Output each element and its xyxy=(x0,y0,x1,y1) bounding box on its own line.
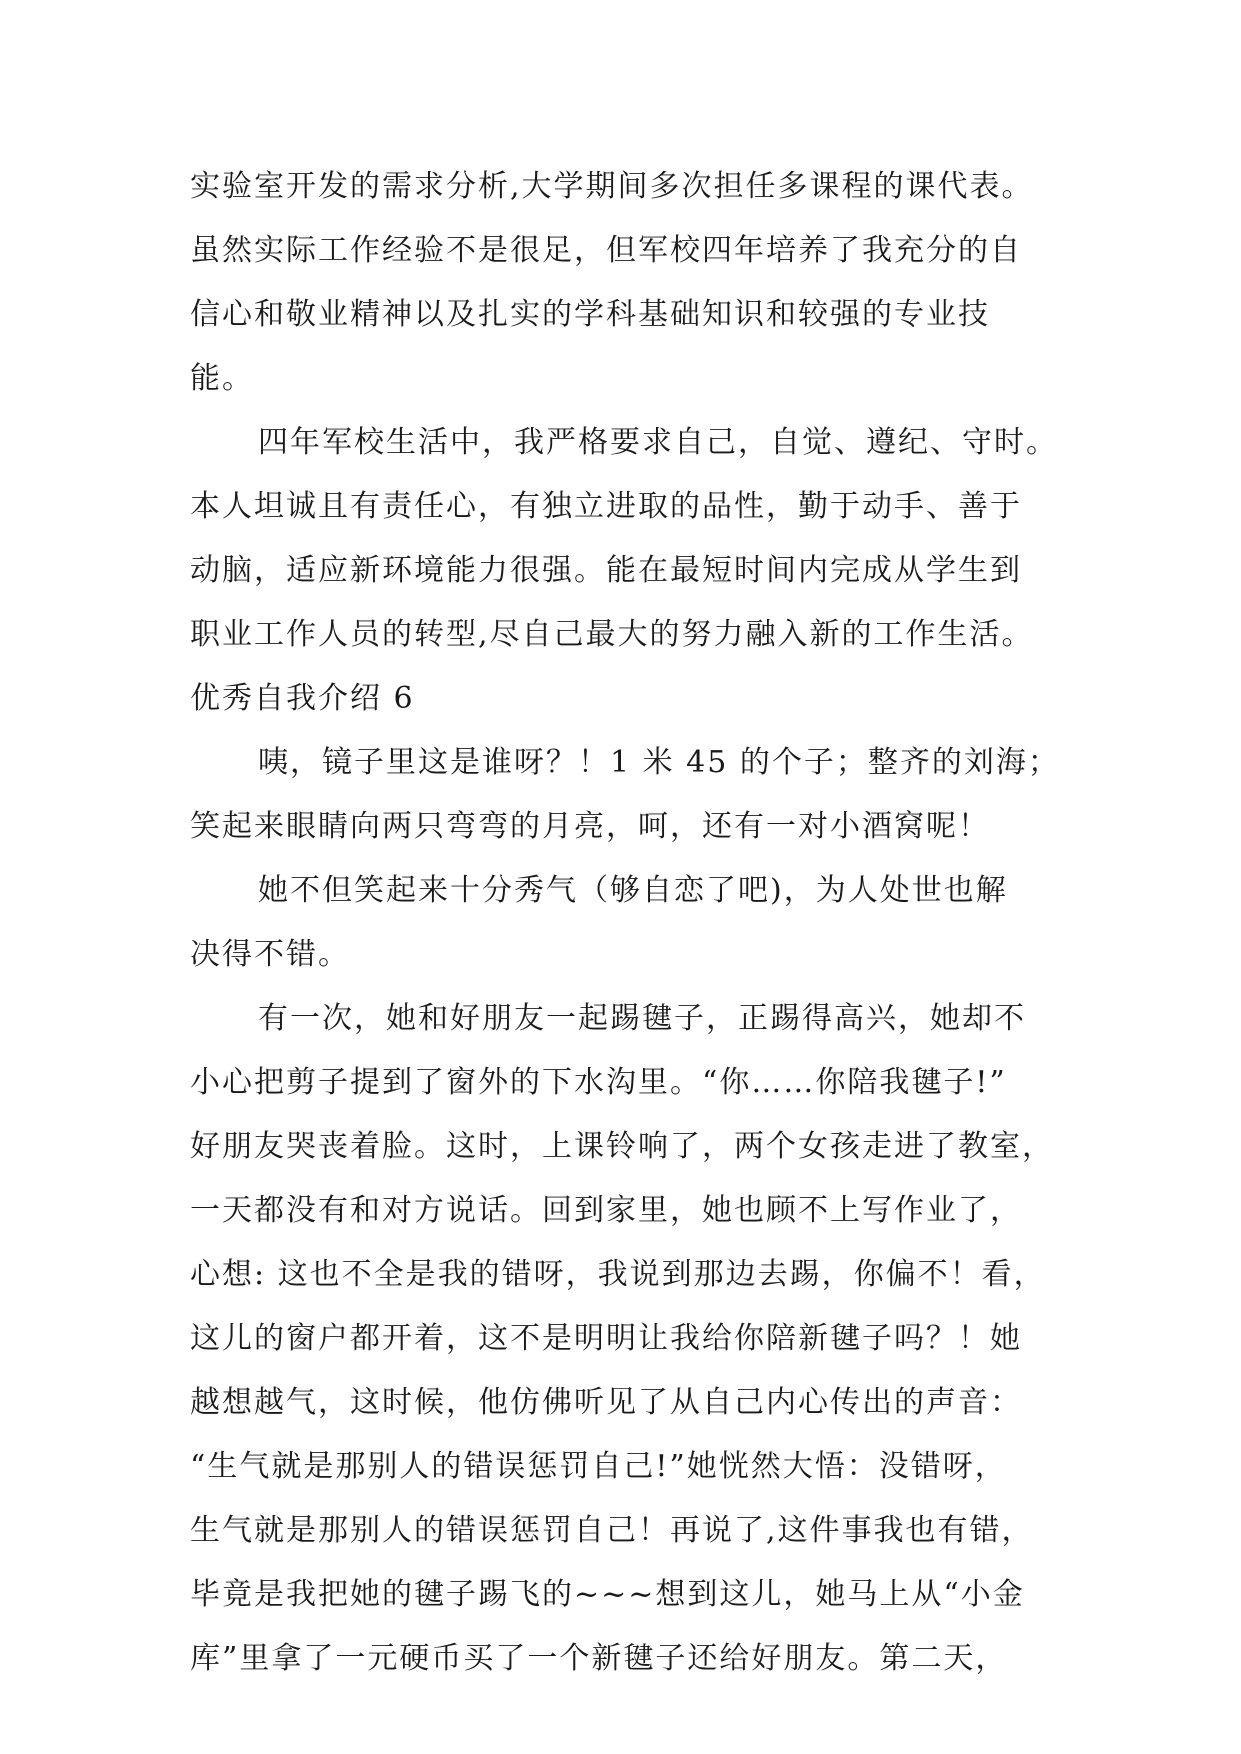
paragraph-first-line: 咦，镜子里这是谁呀？！1 米 45 的个子；整齐的刘海； xyxy=(258,745,1060,780)
text-line: 虽然实际工作经验不是很足，但军校四年培养了我充分的自 xyxy=(190,233,1022,268)
section-heading: 优秀自我介绍 6 xyxy=(190,681,415,716)
text-line: 本人坦诚且有责任心，有独立进取的品性，勤于动手、善于 xyxy=(190,489,1022,524)
text-line: 越想越气，这时候，他仿佛听见了从自己内心传出的声音： xyxy=(190,1385,1022,1420)
paragraph-first-line: 四年军校生活中，我严格要求自己，自觉、遵纪、守时。 xyxy=(258,425,1058,460)
text-line: 小心把剪子提到了窗外的下水沟里。“你……你陪我毽子!” xyxy=(190,1065,1007,1100)
text-line: 这儿的窗户都开着，这不是明明让我给你陪新毽子吗？！她 xyxy=(190,1321,1022,1356)
text-line: 库”里拿了一元硬币买了一个新毽子还给好朋友。第二天， xyxy=(190,1641,1008,1676)
text-line: 心想: 这也不全是我的错呀，我说到那边去踢，你偏不！看， xyxy=(190,1257,1046,1292)
text-line: 职业工作人员的转型,尽自己最大的努力融入新的工作生活。 xyxy=(190,617,1034,652)
document-body xyxy=(190,155,1090,1691)
text-line: 动脑，适应新环境能力很强。能在最短时间内完成从学生到 xyxy=(190,553,1022,588)
text-line: 决得不错。 xyxy=(190,937,350,972)
text-line: 好朋友哭丧着脸。这时，上课铃响了，两个女孩走进了教室， xyxy=(190,1129,1054,1164)
text-line: 生气就是那别人的错误惩罚自己！再说了,这件事我也有错， xyxy=(190,1513,1034,1548)
text-line: 毕竟是我把她的毽子踢飞的~~~想到这儿，她马上从“小金 xyxy=(190,1577,1025,1612)
paragraph-first-line: 她不但笑起来十分秀气（够自恋了吧)，为人处世也解 xyxy=(258,873,1008,908)
text-line: 笑起来眼睛向两只弯弯的月亮，呵，还有一对小酒窝呢！ xyxy=(190,809,990,844)
text-line: 实验室开发的需求分析,大学期间多次担任多课程的课代表。 xyxy=(190,169,1034,204)
text-line: 能。 xyxy=(190,361,254,396)
text-line: “生气就是那别人的错误惩罚自己!”她恍然大悟：没错呀， xyxy=(190,1449,1007,1484)
text-line: 一天都没有和对方说话。回到家里，她也顾不上写作业了， xyxy=(190,1193,1022,1228)
paragraph-first-line: 有一次，她和好朋友一起踢毽子，正踢得高兴，她却不 xyxy=(258,1001,1026,1036)
text-line: 信心和敬业精神以及扎实的学科基础知识和较强的专业技 xyxy=(190,297,990,332)
